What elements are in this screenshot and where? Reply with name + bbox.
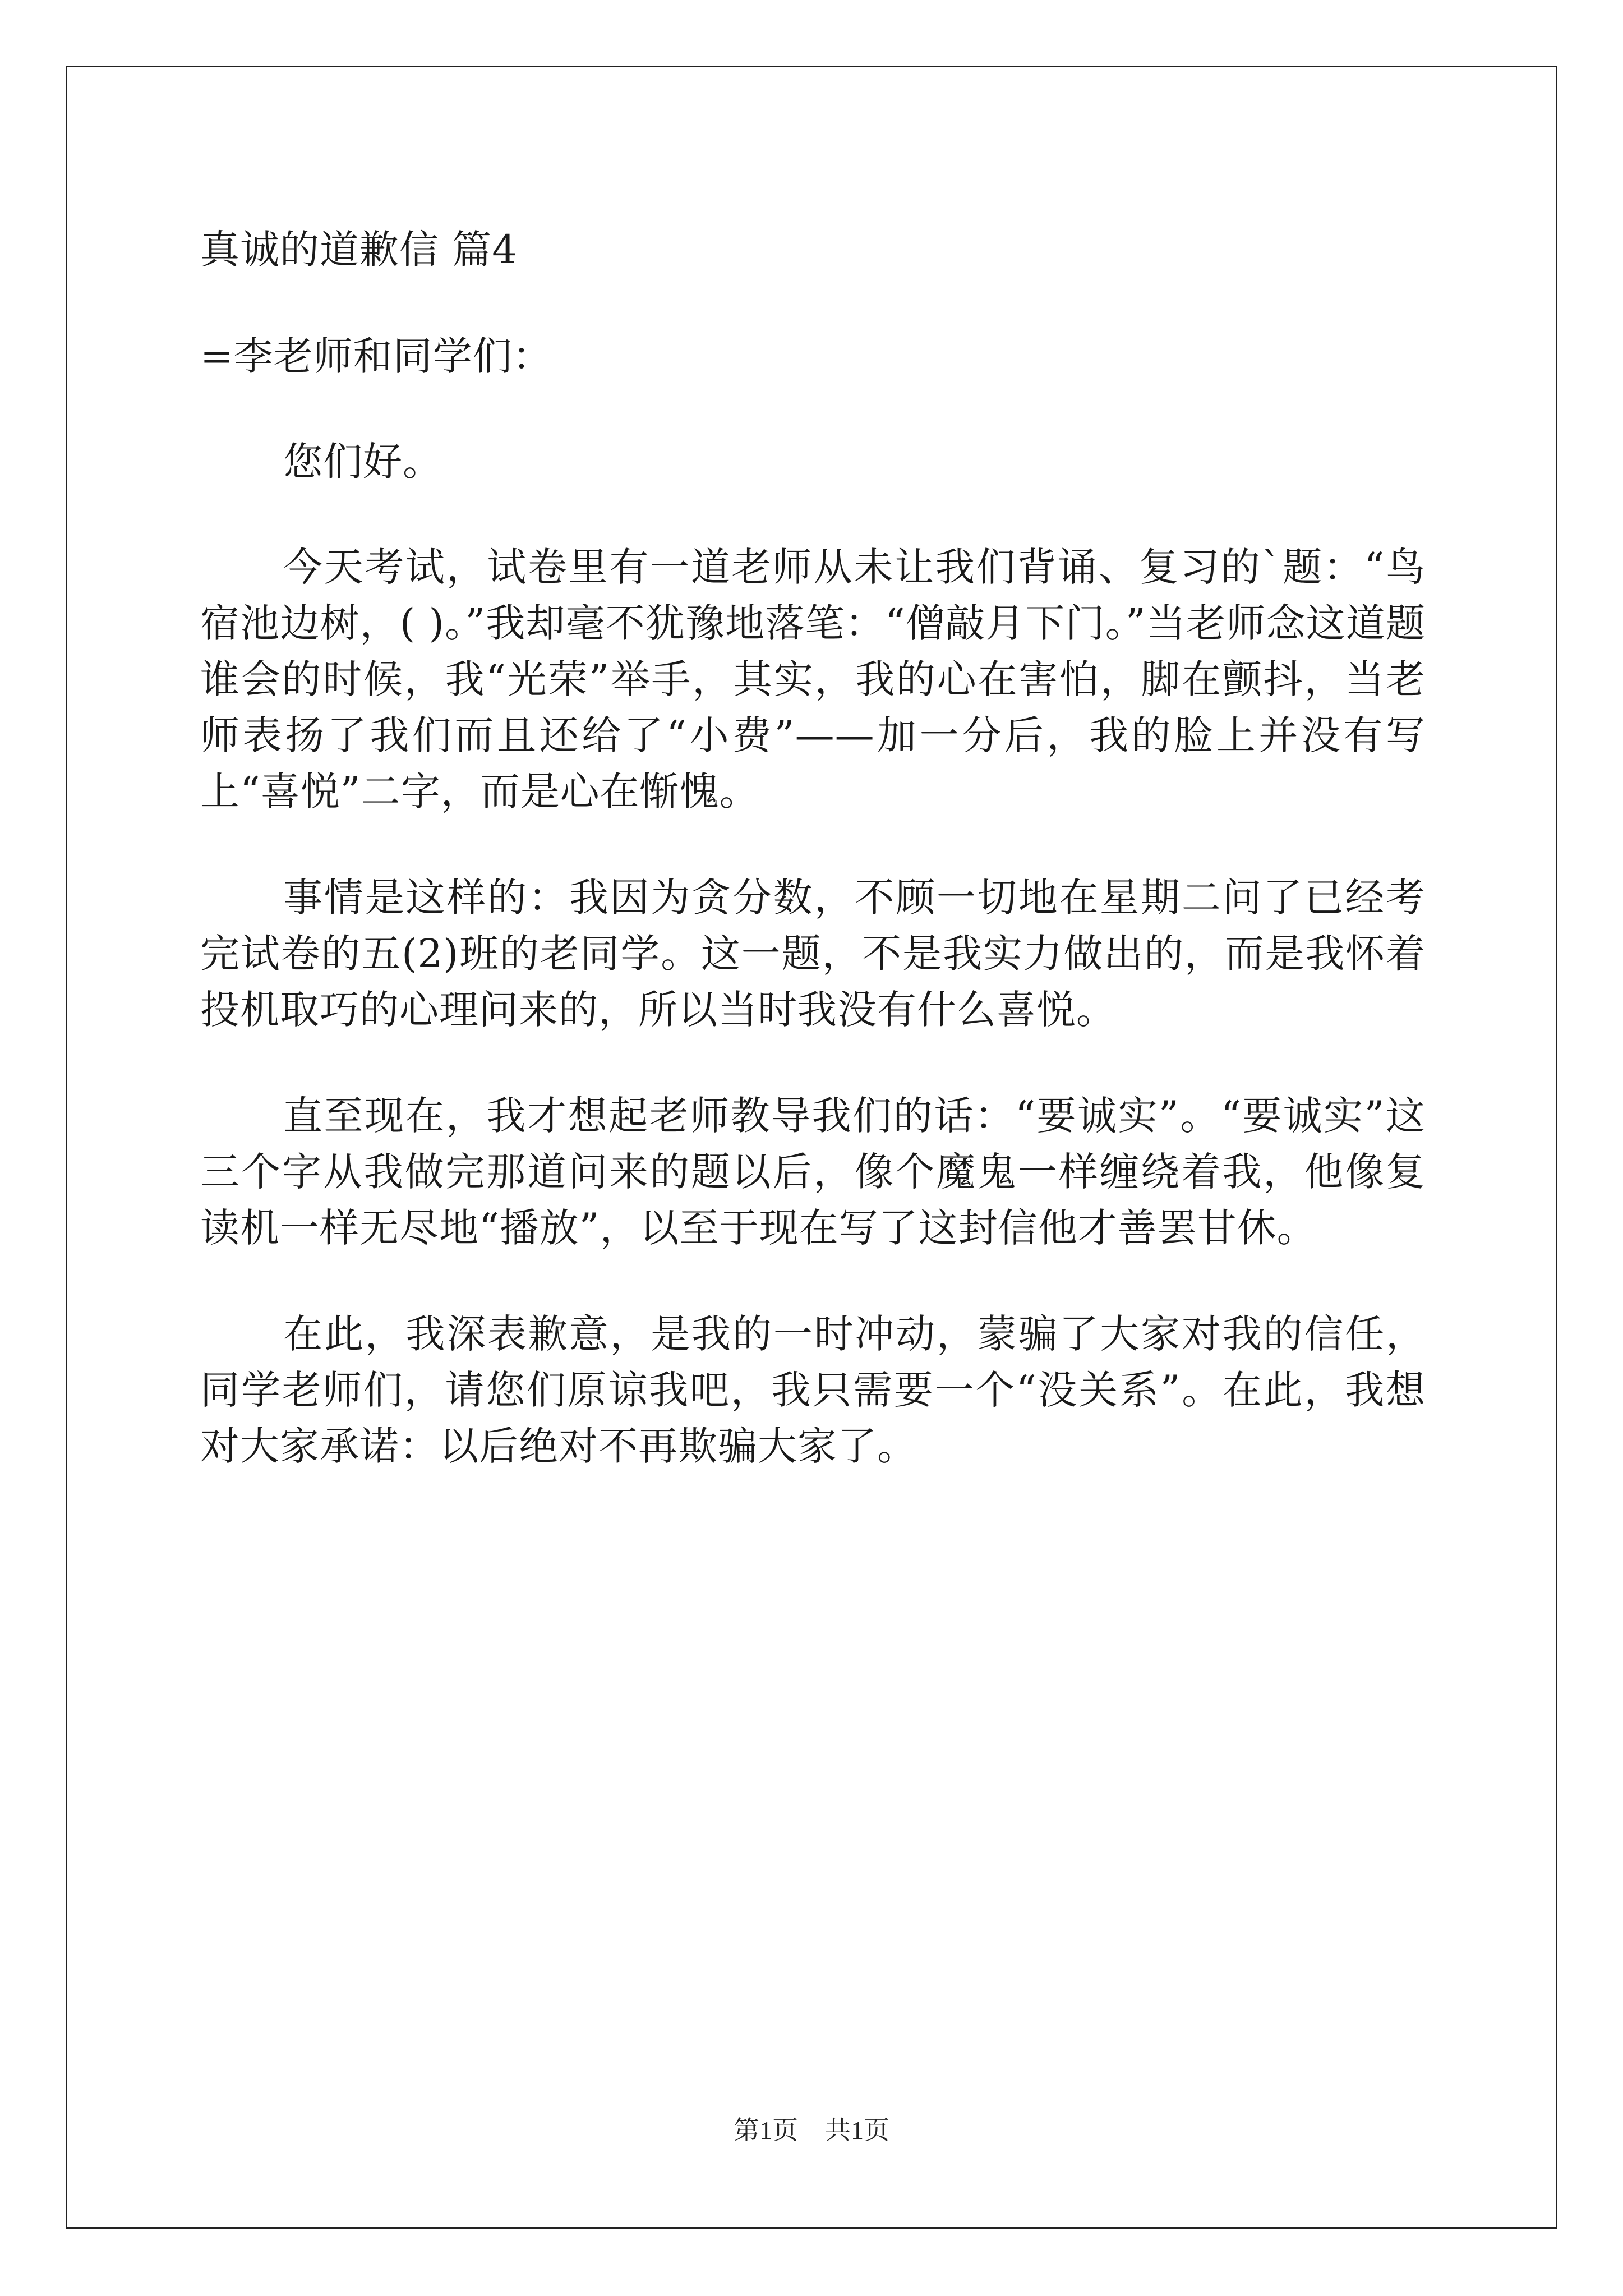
page-number: 第1页 xyxy=(734,2116,798,2145)
salutation: =李老师和同学们： xyxy=(200,333,552,379)
page-total: 共1页 xyxy=(825,2116,889,2145)
paragraph-exam: 今天考试，试卷里有一道老师从未让我们背诵、复习的`题：“鸟宿池边树，( )。”我却毫不犹豫地落笔：“僧敲月下门。”当老师念这道题谁会的时候，我“光荣”举手，其实，我的心在害怕，脚在颤抖，当老师表扬了我们而且还给了“小费”——加一分后，我的脸上并没有写上“喜悦”二字，而是心在惭愧。 xyxy=(200,544,1426,815)
paragraph-reflection: 直至现在，我才想起老师教导我们的话：“要诚实”。“要诚实”这三个字从我做完那道问来的题以后，像个魔鬼一样缠绕着我，他像复读机一样无尽地“播放”，以至于现在写了这封信他才善罢甘休。 xyxy=(200,1093,1426,1251)
paragraph-greeting: 您们好。 xyxy=(283,439,442,485)
page-footer xyxy=(0,2114,1623,2147)
document-body xyxy=(200,222,1426,1524)
document-title: 真诚的道歉信 篇4 xyxy=(200,227,518,273)
paragraph-reason: 事情是这样的：我因为贪分数，不顾一切地在星期二问了已经考完试卷的五(2)班的老同学。这一题，不是我实力做出的，而是我怀着投机取巧的心理问来的，所以当时我没有什么喜悦。 xyxy=(200,875,1426,1033)
paragraph-apology: 在此，我深表歉意，是我的一时冲动，蒙骗了大家对我的信任，同学老师们，请您们原谅我吧，我只需要一个“没关系”。在此，我想对大家承诺：以后绝对不再欺骗大家了。 xyxy=(200,1311,1426,1469)
